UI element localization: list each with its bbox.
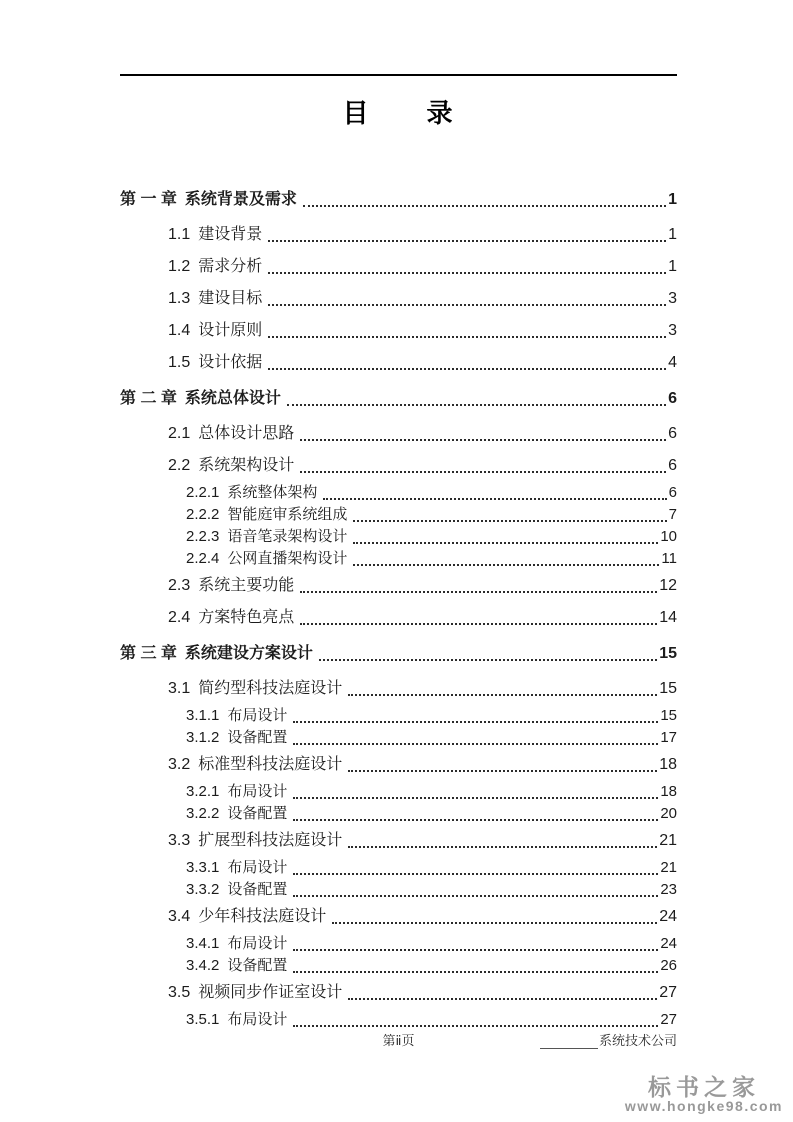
toc-entry-page-number: 17 bbox=[660, 729, 677, 746]
toc-entry-title: 设备配置 bbox=[227, 806, 288, 822]
toc-entry bbox=[186, 504, 677, 526]
toc-entry-page-number: 14 bbox=[659, 609, 677, 626]
toc-entry bbox=[186, 879, 677, 901]
toc-entry bbox=[186, 955, 677, 977]
dot-leader bbox=[300, 471, 666, 473]
toc-entry bbox=[186, 803, 677, 825]
toc-entry-number: 2.2.1 bbox=[186, 484, 220, 501]
toc-entry-page-number: 21 bbox=[660, 859, 677, 876]
toc-entry bbox=[186, 781, 677, 803]
toc-entry-number: 2.4 bbox=[168, 609, 191, 626]
toc-entry-page-number: 3 bbox=[668, 322, 677, 339]
toc-entry-number: 3.3.2 bbox=[186, 881, 220, 898]
toc-entry bbox=[186, 482, 677, 504]
toc-entry-page-number: 10 bbox=[660, 528, 677, 545]
dot-leader bbox=[300, 623, 657, 625]
dot-leader bbox=[268, 336, 666, 338]
toc-entry-number: 3.2.1 bbox=[186, 783, 220, 800]
dot-leader bbox=[293, 971, 658, 973]
dot-leader bbox=[319, 659, 657, 661]
toc-entry-number: 2.2.3 bbox=[186, 528, 220, 545]
toc-entry-page-number: 20 bbox=[660, 805, 677, 822]
toc-entry bbox=[186, 526, 677, 548]
toc-entry bbox=[186, 857, 677, 879]
dot-leader bbox=[348, 998, 657, 1000]
toc-entry-number: 2.2 bbox=[168, 457, 191, 474]
toc-entry-title: 建设背景 bbox=[198, 226, 263, 243]
header-rule bbox=[120, 74, 677, 76]
dot-leader bbox=[353, 542, 658, 544]
dot-leader bbox=[293, 1025, 658, 1027]
toc-entry-title: 标准型科技法庭设计 bbox=[198, 756, 343, 773]
dot-leader bbox=[268, 368, 666, 370]
dot-leader bbox=[353, 520, 666, 522]
toc-entry-number: 2.2.4 bbox=[186, 550, 220, 567]
toc-entry-number: 3.2.2 bbox=[186, 805, 220, 822]
toc-entry-page-number: 15 bbox=[659, 680, 677, 697]
toc-entry-title: 方案特色亮点 bbox=[198, 609, 295, 626]
toc-entry bbox=[168, 423, 677, 445]
toc-entry bbox=[168, 288, 677, 310]
dot-leader bbox=[353, 564, 659, 566]
toc-entry-number: 3.3.1 bbox=[186, 859, 220, 876]
toc-entry-number: 3.1.2 bbox=[186, 729, 220, 746]
toc-entry-page-number: 1 bbox=[668, 226, 677, 243]
toc-entry-title: 设计原则 bbox=[198, 322, 263, 339]
toc-entry-number: 第 二 章 bbox=[120, 390, 177, 407]
toc-entry-number: 1.2 bbox=[168, 258, 191, 275]
toc-entry-title: 系统主要功能 bbox=[198, 577, 295, 594]
toc-entry bbox=[168, 982, 677, 1004]
toc-entry bbox=[120, 189, 677, 211]
toc-entry-number: 1.5 bbox=[168, 354, 191, 371]
toc-entry bbox=[120, 643, 677, 665]
toc-entry-number: 1.4 bbox=[168, 322, 191, 339]
toc-entry-page-number: 23 bbox=[660, 881, 677, 898]
toc-entry-number: 3.5.1 bbox=[186, 1011, 220, 1028]
dot-leader bbox=[293, 949, 658, 951]
toc-entry-page-number: 15 bbox=[659, 645, 677, 662]
watermark bbox=[625, 1075, 783, 1114]
toc-entry-title: 语音笔录架构设计 bbox=[227, 529, 348, 545]
toc-entry bbox=[168, 906, 677, 928]
toc-entry-page-number: 24 bbox=[659, 908, 677, 925]
toc-entry-page-number: 27 bbox=[660, 1011, 677, 1028]
toc-entry-title: 系统背景及需求 bbox=[184, 191, 297, 208]
toc-entry-number: 2.3 bbox=[168, 577, 191, 594]
toc-entry-page-number: 1 bbox=[668, 191, 677, 208]
toc-entry-page-number: 4 bbox=[668, 354, 677, 371]
toc-entry-title: 设计依据 bbox=[198, 354, 263, 371]
toc-entry-title: 布局设计 bbox=[227, 784, 288, 800]
page-footer bbox=[120, 1030, 677, 1048]
toc-entry-title: 需求分析 bbox=[198, 258, 263, 275]
toc-entry-page-number: 18 bbox=[660, 783, 677, 800]
dot-leader bbox=[293, 819, 658, 821]
toc-entry-number: 第 一 章 bbox=[120, 191, 177, 208]
dot-leader bbox=[293, 743, 658, 745]
dot-leader bbox=[300, 439, 666, 441]
toc-entry-title: 视频同步作证室设计 bbox=[198, 984, 343, 1001]
toc-entry bbox=[168, 352, 677, 374]
toc-entry-page-number: 27 bbox=[659, 984, 677, 1001]
toc-entry-number: 3.3 bbox=[168, 832, 191, 849]
toc-entry bbox=[168, 455, 677, 477]
toc-entry-title: 设备配置 bbox=[227, 730, 288, 746]
toc-entry bbox=[168, 224, 677, 246]
dot-leader bbox=[348, 846, 657, 848]
toc-entry-number: 3.2 bbox=[168, 756, 191, 773]
toc-entry-page-number: 1 bbox=[668, 258, 677, 275]
page-title: 目 录 bbox=[342, 98, 455, 128]
toc-entry-number: 3.1 bbox=[168, 680, 191, 697]
toc-entry-title: 布局设计 bbox=[227, 1012, 288, 1028]
toc-entry bbox=[168, 575, 677, 597]
toc-entry-title: 系统总体设计 bbox=[184, 390, 281, 407]
footer-company-name: 系统技术公司 bbox=[598, 1033, 677, 1048]
toc-entry-page-number: 15 bbox=[660, 707, 677, 724]
toc-entry bbox=[168, 256, 677, 278]
toc-entry bbox=[168, 607, 677, 629]
toc-entry bbox=[168, 678, 677, 700]
dot-leader bbox=[287, 404, 666, 406]
toc-entry-page-number: 12 bbox=[659, 577, 677, 594]
toc-entry-page-number: 18 bbox=[659, 756, 677, 773]
toc-entry bbox=[120, 388, 677, 410]
toc-entry-number: 3.4.1 bbox=[186, 935, 220, 952]
dot-leader bbox=[268, 304, 666, 306]
toc-entry-title: 总体设计思路 bbox=[198, 425, 295, 442]
toc-entry-number: 1.1 bbox=[168, 226, 191, 243]
toc-entry-title: 建设目标 bbox=[198, 290, 263, 307]
toc-entry-page-number: 26 bbox=[660, 957, 677, 974]
dot-leader bbox=[300, 591, 657, 593]
toc-entry-page-number: 6 bbox=[668, 484, 677, 501]
toc-entry-number: 第 三 章 bbox=[120, 645, 177, 662]
dot-leader bbox=[293, 895, 658, 897]
watermark-site-url: www.hongke98.com bbox=[624, 1098, 783, 1115]
toc-entry-title: 系统整体架构 bbox=[227, 485, 318, 501]
toc-entry-title: 少年科技法庭设计 bbox=[198, 908, 327, 925]
toc-entry-title: 系统架构设计 bbox=[198, 457, 295, 474]
toc-entry-title: 扩展型科技法庭设计 bbox=[198, 832, 343, 849]
dot-leader bbox=[348, 694, 657, 696]
dot-leader bbox=[268, 272, 666, 274]
dot-leader bbox=[332, 922, 657, 924]
toc-entry-number: 3.5 bbox=[168, 984, 191, 1001]
toc-entry bbox=[168, 754, 677, 776]
footer-page-number: 第ⅱ页 bbox=[382, 1033, 415, 1048]
company-blank-line bbox=[540, 1035, 598, 1049]
dot-leader bbox=[293, 797, 658, 799]
toc-entry-number: 2.2.2 bbox=[186, 506, 220, 523]
watermark-site-name: 标书之家 bbox=[647, 1074, 760, 1101]
toc-entry-title: 简约型科技法庭设计 bbox=[198, 680, 343, 697]
table-of-contents bbox=[120, 180, 677, 1031]
toc-entry bbox=[186, 1009, 677, 1031]
footer-company bbox=[540, 1030, 677, 1049]
dot-leader bbox=[303, 205, 666, 207]
toc-entry-page-number: 3 bbox=[668, 290, 677, 307]
toc-entry-page-number: 6 bbox=[668, 457, 677, 474]
toc-entry-number: 3.4.2 bbox=[186, 957, 220, 974]
toc-entry-number: 2.1 bbox=[168, 425, 191, 442]
toc-entry bbox=[186, 705, 677, 727]
toc-entry-page-number: 6 bbox=[668, 425, 677, 442]
dot-leader bbox=[293, 873, 658, 875]
dot-leader bbox=[268, 240, 666, 242]
toc-entry-title: 系统建设方案设计 bbox=[184, 645, 313, 662]
dot-leader bbox=[323, 498, 666, 500]
toc-entry bbox=[186, 727, 677, 749]
toc-entry-title: 智能庭审系统组成 bbox=[227, 507, 348, 523]
dot-leader bbox=[293, 721, 658, 723]
toc-entry-page-number: 6 bbox=[668, 390, 677, 407]
toc-entry-number: 3.1.1 bbox=[186, 707, 220, 724]
toc-entry-page-number: 7 bbox=[668, 506, 677, 523]
toc-entry bbox=[186, 548, 677, 570]
toc-entry-title: 布局设计 bbox=[227, 860, 288, 876]
toc-entry-number: 1.3 bbox=[168, 290, 191, 307]
toc-entry-title: 设备配置 bbox=[227, 882, 288, 898]
toc-entry bbox=[168, 320, 677, 342]
toc-entry-number: 3.4 bbox=[168, 908, 191, 925]
toc-entry-title: 公网直播架构设计 bbox=[227, 551, 348, 567]
toc-entry bbox=[186, 933, 677, 955]
toc-entry-page-number: 11 bbox=[661, 550, 677, 567]
toc-entry-title: 布局设计 bbox=[227, 936, 288, 952]
toc-entry-page-number: 24 bbox=[660, 935, 677, 952]
dot-leader bbox=[348, 770, 657, 772]
toc-entry-page-number: 21 bbox=[659, 832, 677, 849]
toc-entry-title: 设备配置 bbox=[227, 958, 288, 974]
toc-entry-title: 布局设计 bbox=[227, 708, 288, 724]
toc-entry bbox=[168, 830, 677, 852]
